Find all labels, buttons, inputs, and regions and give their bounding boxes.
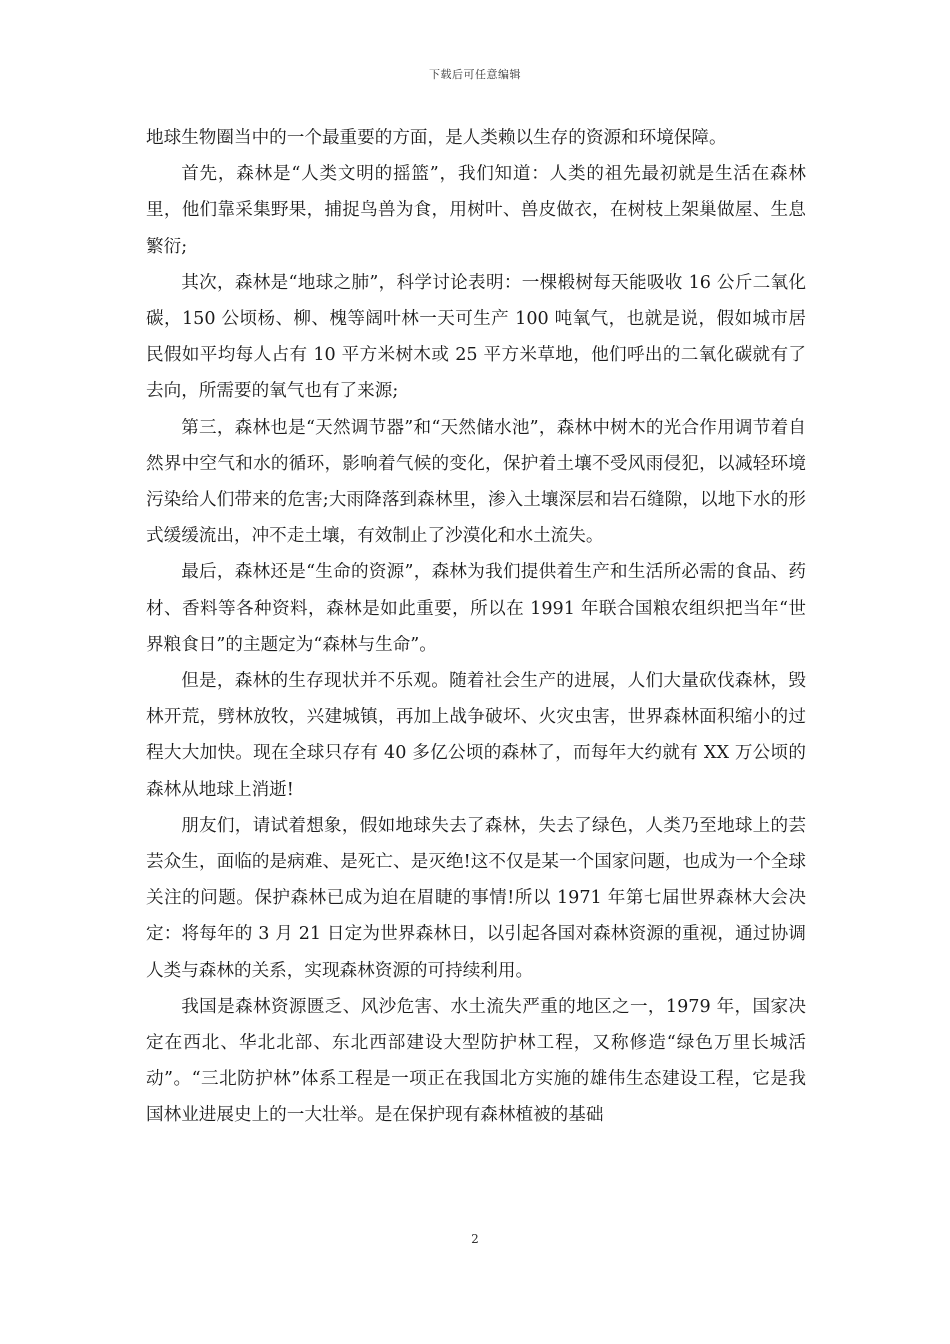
- paragraph: 但是，森林的生存现状并不乐观。随着社会生产的进展，人们大量砍伐森林，毁林开荒，劈林放牧，兴建城镇，再加上战争破坏、火灾虫害，世界森林面积缩小的过程大大加快。现在全球只存有 40 多亿公顷的森林了，而每年大约就有 XX 万公顷的森林从地球上消逝!: [146, 671, 806, 800]
- paragraph: 我国是森林资源匮乏、风沙危害、水土流失严重的地区之一，1979 年，国家决定在西北、华北北部、东北西部建设大型防护林工程，又称修造“绿色万里长城活动”。“三北防护林”体系工程是一项正在我国北方实施的雄伟生态建设工程，它是我国林业进展史上的一大壮举。是在保护现有森林植被的基础: [146, 996, 806, 1126]
- paragraph: 首先，森林是“人类文明的摇篮”，我们知道：人类的祖先最初就是生活在森林里，他们靠采集野果，捕捉鸟兽为食，用树叶、兽皮做衣，在树枝上架巢做屋、生息繁衍;: [146, 164, 806, 257]
- paragraph: 其次，森林是“地球之肺”，科学讨论表明：一棵椴树每天能吸收 16 公斤二氧化碳，150 公顷杨、柳、槐等阔叶林一天可生产 100 吨氧气，也就是说，假如城市居民假如平均每人占有 10 平方米树木或 25 平方米草地，他们呼出的二氧化碳就有了去向，所需要的氧气也有了来源;: [146, 272, 806, 402]
- document-body: [146, 120, 806, 1134]
- page-number: 2: [471, 1232, 479, 1246]
- page-header: 下载后可任意编辑: [429, 68, 521, 81]
- paragraph: 第三，森林也是“天然调节器”和“天然储水池”，森林中树木的光合作用调节着自然界中空气和水的循环，影响着气候的变化，保护着土壤不受风雨侵犯，以减轻环境污染给人们带来的危害;大雨降落到森林里，渗入土壤深层和岩石缝隙，以地下水的形式缓缓流出，冲不走土壤，有效制止了沙漠化和水土流失。: [146, 417, 806, 547]
- paragraph: 朋友们，请试着想象，假如地球失去了森林，失去了绿色，人类乃至地球上的芸芸众生，面临的是病难、是死亡、是灭绝!这不仅是某一个国家问题，也成为一个全球关注的问题。保护森林已成为迫在眉睫的事情!所以 1971 年第七届世界森林大会决定：将每年的 3 月 21 日定为世界森林日，以引起各国对森林资源的重视，通过协调人类与森林的关系，实现森林资源的可持续利用。: [146, 815, 806, 981]
- paragraph: 地球生物圈当中的一个最重要的方面，是人类赖以生存的资源和环境保障。: [146, 128, 727, 148]
- paragraph: 最后，森林还是“生命的资源”，森林为我们提供着生产和生活所必需的食品、药材、香料等各种资料，森林是如此重要，所以在 1991 年联合国粮农组织把当年“世界粮食日”的主题定为“森林与生命”。: [146, 562, 806, 655]
